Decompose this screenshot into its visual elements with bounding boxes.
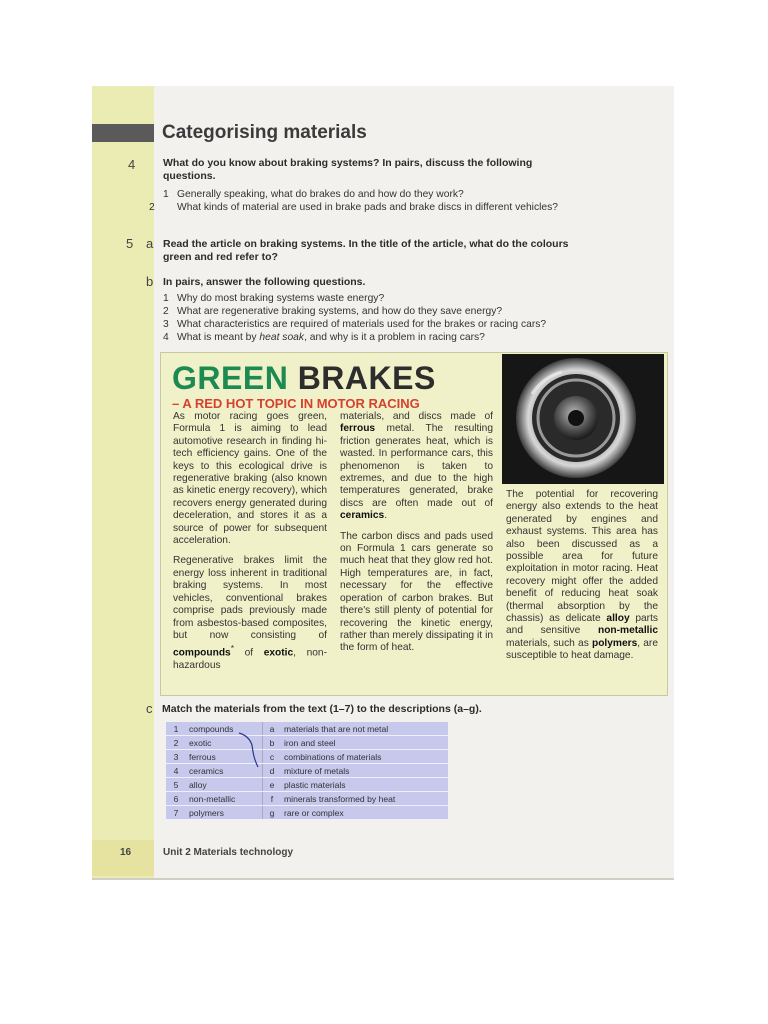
matching-row xyxy=(166,764,448,778)
material-term: exotic xyxy=(186,736,263,750)
material-description: combinations of materials xyxy=(281,750,448,764)
question-letter-a: a xyxy=(146,236,154,251)
keyword-ferrous: ferrous xyxy=(340,423,376,435)
row-number: 7 xyxy=(166,806,186,820)
material-description: iron and steel xyxy=(281,736,448,750)
answer-line-mark xyxy=(238,731,262,771)
material-term: compounds xyxy=(186,722,263,736)
description-letter: b xyxy=(263,736,282,750)
question-number-5: 5 xyxy=(126,236,134,251)
material-description: minerals transformed by heat xyxy=(281,792,448,806)
item-text-pre: What is meant by xyxy=(177,332,260,343)
keyword-exotic: exotic xyxy=(263,647,294,659)
unit-title: Unit 2 Materials technology xyxy=(163,847,294,858)
item-text: Generally speaking, what do brakes do and how do they work? xyxy=(177,189,464,200)
item-text: What are regenerative braking systems, and how do they save energy? xyxy=(177,306,503,317)
item-number: 3 xyxy=(163,319,169,330)
question-5b-item xyxy=(163,318,663,331)
item-text: Why do most braking systems waste energy? xyxy=(177,293,385,304)
keyword-ceramics: ceramics xyxy=(340,510,385,522)
material-term: ceramics xyxy=(186,764,263,778)
brake-disc-photo xyxy=(502,354,664,484)
page-margin-band xyxy=(92,86,154,880)
item-number: 4 xyxy=(163,332,169,343)
row-number: 5 xyxy=(166,778,186,792)
article-paragraph: Regenerative brakes limit the energy loss inherent in traditional braking systems. In most vehicles, conventional brakes comprise pads previously made from asbestos-based composites, but now consisting of compounds* of exotic, non-hazardous xyxy=(173,555,327,672)
question-4-item xyxy=(163,188,583,201)
matching-row xyxy=(166,778,448,792)
question-5b-item xyxy=(163,292,663,305)
article-paragraph: As motor racing goes green, Formula 1 is aiming to lead automotive research in finding hi-tech efficiency gains. One of the keys to this ecological drive is regenerative braking (also known as kinetic energy recovery), which recovers energy generated during deceleration, and stores it as a source of power for subsequent acceleration. xyxy=(173,411,327,547)
item-number: 2 xyxy=(163,306,169,317)
item-number: 1 xyxy=(163,189,169,200)
description-letter: a xyxy=(263,722,282,736)
keyword-polymers: polymers xyxy=(591,637,638,649)
article-column-3 xyxy=(506,489,658,671)
material-term: alloy xyxy=(186,778,263,792)
section-heading: Categorising materials xyxy=(162,122,367,143)
material-description: materials that are not metal xyxy=(281,722,448,736)
description-letter: e xyxy=(263,778,282,792)
material-description: plastic materials xyxy=(281,778,448,792)
bottom-rule xyxy=(92,878,674,880)
keyword-compounds: compounds xyxy=(173,647,231,659)
row-number: 6 xyxy=(166,792,186,806)
article-paragraph: The carbon discs and pads used on Formula 1 cars generate so much heat that they glow red hot. High temperatures are, in fact, necessary for the effective operation of carbon brakes. But there's still plenty of potential for recovering the kinetic energy, rather than merely dissipating it in the form of heat. xyxy=(340,530,493,654)
row-number: 1 xyxy=(166,722,186,736)
item-text: What kinds of material are used in brake pads and brake discs in different vehicles? xyxy=(177,202,558,213)
material-term: ferrous xyxy=(186,750,263,764)
question-5b-item xyxy=(163,305,663,318)
question-5c-prompt: Match the materials from the text (1–7) to the descriptions (a–g). xyxy=(162,703,482,715)
row-number: 2 xyxy=(166,736,186,750)
material-term: non-metallic xyxy=(186,792,263,806)
description-letter: c xyxy=(263,750,282,764)
row-number: 4 xyxy=(166,764,186,778)
matching-row xyxy=(166,736,448,750)
item-text-post: , and why is it a problem in racing cars? xyxy=(304,332,485,343)
article-subtitle: – A RED HOT TOPIC IN MOTOR RACING xyxy=(172,396,420,411)
question-letter-c: c xyxy=(146,701,153,716)
matching-row xyxy=(166,750,448,764)
matching-row xyxy=(166,792,448,806)
article-title xyxy=(172,360,436,397)
description-letter: d xyxy=(263,764,282,778)
item-text-emphasis: heat soak xyxy=(259,332,305,343)
matching-table xyxy=(166,722,448,820)
question-5b-prompt: In pairs, answer the following questions. xyxy=(163,276,366,288)
row-number: 3 xyxy=(166,750,186,764)
section-marker-bar xyxy=(92,124,154,142)
material-description: rare or complex xyxy=(281,806,448,820)
question-5b-item xyxy=(163,331,663,344)
item-text: What characteristics are required of materials used for the brakes or racing cars? xyxy=(177,319,547,330)
question-number-4: 4 xyxy=(128,157,136,172)
question-5a-prompt: Read the article on braking systems. In the title of the article, what do the colours green and red refer to? xyxy=(163,238,569,263)
question-4-item xyxy=(149,201,563,214)
brake-disc-image xyxy=(502,354,664,484)
question-4-prompt: What do you know about braking systems? In pairs, discuss the following questions. xyxy=(163,157,533,182)
item-number: 1 xyxy=(163,293,169,304)
item-number: 2 xyxy=(149,202,155,213)
article-title-dark: BRAKES xyxy=(297,360,436,396)
material-term: polymers xyxy=(186,806,263,820)
article-paragraph: materials, and discs made of ferrous metal. The resulting friction generates heat, which is wasted. In performance cars, this phenomenon is taken to extremes, and due to the high temperatures generated, brake discs are often made out of ceramics. xyxy=(340,411,493,522)
matching-row xyxy=(166,806,448,820)
matching-row xyxy=(166,722,448,736)
description-letter: f xyxy=(263,792,282,806)
article-column-1 xyxy=(173,411,327,681)
question-letter-b: b xyxy=(146,274,154,289)
article-paragraph: The potential for recovering energy also extends to the heat generated by engines and exhaust systems. This area has also been discussed as a possible area for future exploitation in motor racing. Heat recovery might offer the added benefit of reducing heat soak (thermal absorption by the chassis) as delicate alloy parts and sensitive non-metallic materials, such as polymers, are susceptible to heat damage. xyxy=(506,489,658,662)
material-description: mixture of metals xyxy=(281,764,448,778)
page-number: 16 xyxy=(120,847,132,858)
article-title-green: GREEN xyxy=(172,360,289,396)
keyword-non-metallic: non-metallic xyxy=(597,625,658,637)
description-letter: g xyxy=(263,806,282,820)
keyword-alloy: alloy xyxy=(606,613,630,625)
footer-margin-band xyxy=(92,840,154,876)
article-column-2 xyxy=(340,411,493,663)
